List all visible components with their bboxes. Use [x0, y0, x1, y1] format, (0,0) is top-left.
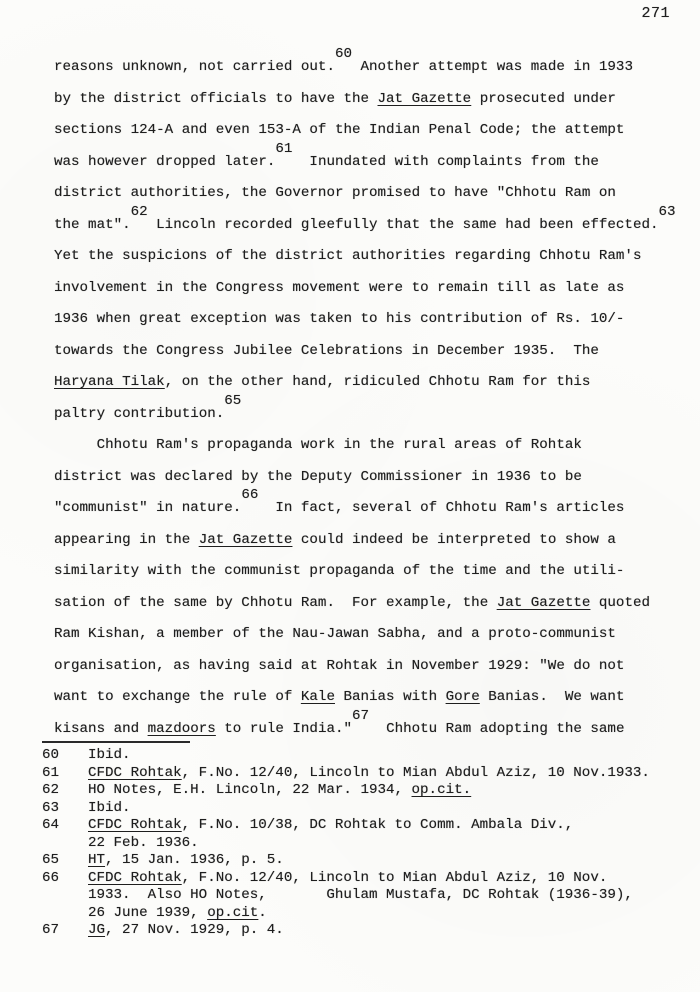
underlined-text: op.cit. — [411, 782, 472, 798]
body-line — [54, 367, 696, 399]
text-run: Lincoln recorded gleefully that the same had been effected. — [147, 216, 659, 233]
text-run: was however dropped later. — [54, 153, 276, 170]
body-line — [54, 588, 696, 620]
page-number: 271 — [641, 5, 670, 22]
text-run: to rule India." — [215, 720, 353, 737]
underlined-text: CFDC Rohtak — [88, 764, 182, 781]
body-line — [54, 525, 696, 557]
body-line — [54, 140, 696, 179]
footnote-item — [42, 765, 698, 783]
text-run: In fact, several of Chhotu Ram's articles — [258, 500, 625, 516]
text-run: Banias. We want — [479, 689, 625, 705]
text-run: Ibid. — [88, 747, 131, 763]
body-line — [54, 336, 696, 368]
body-text — [54, 46, 696, 745]
body-line — [54, 430, 696, 462]
footnote-ref: 66 — [241, 487, 259, 503]
footnote-line — [88, 887, 698, 905]
body-line — [54, 273, 696, 305]
footnote-text — [88, 800, 698, 818]
text-run: similarity with the communist propaganda of the time and the utili- — [54, 563, 625, 579]
body-line — [54, 462, 696, 494]
footnote-line — [88, 870, 698, 888]
footnote-line — [88, 747, 698, 765]
footnote-text — [88, 765, 698, 783]
footnote-item — [42, 747, 698, 765]
body-line — [54, 84, 696, 116]
body-line — [54, 115, 696, 147]
footnote-line — [88, 782, 698, 800]
underlined-text: CFDC Rohtak — [88, 869, 182, 886]
footnote-item — [42, 782, 698, 800]
footnote-item — [42, 870, 698, 923]
text-run: want to exchange the rule of — [54, 689, 301, 705]
text-run: , 15 Jan. 1936, p. 5. — [105, 852, 284, 868]
footnote-text — [88, 922, 698, 940]
footnote-number: 60 — [42, 747, 60, 763]
text-run: 26 June 1939, — [88, 904, 208, 921]
footnote-line — [88, 765, 698, 783]
text-run: organisation, as having said at Rohtak in November 1929: "We do not — [54, 657, 625, 674]
body-line — [54, 487, 696, 525]
text-run: , F.No. 10/38, DC Rohtak to Comm. Ambala Div., — [181, 817, 574, 833]
underlined-text: Gore — [445, 689, 480, 705]
text-run: appearing in the — [54, 531, 199, 548]
footnote-text — [88, 747, 698, 765]
text-run: sation of the same by Chhotu Ram. For example, the — [54, 594, 497, 611]
text-run: district authorities, the Governor promised to have "Chhotu Ram on — [54, 185, 616, 201]
text-run: , F.No. 12/40, Lincoln to Mian Abdul Aziz, 10 Nov.1933. — [181, 764, 650, 781]
underlined-text: Kale — [300, 689, 335, 705]
body-line — [54, 241, 696, 273]
footnote-line — [88, 852, 698, 870]
text-run: . — [258, 904, 267, 921]
text-run: kisans and — [54, 720, 148, 737]
underlined-text: HT — [88, 852, 106, 868]
footnote-number: 61 — [42, 764, 60, 781]
underlined-text: CFDC Rohtak — [88, 817, 182, 833]
footnote-number: 65 — [42, 852, 60, 868]
underlined-text: JG — [88, 922, 106, 938]
footnote-separator — [42, 741, 190, 743]
footnote-text — [88, 870, 698, 923]
footnote-number: 66 — [42, 869, 60, 886]
footnote-line — [88, 800, 698, 818]
body-line — [54, 682, 696, 714]
footnote-number: 67 — [42, 922, 60, 938]
text-run: reasons unknown, not carried out. — [54, 59, 335, 75]
body-line — [54, 556, 696, 588]
footnote-number: 62 — [42, 782, 60, 798]
body-line — [54, 392, 696, 431]
text-run: prosecuted under — [471, 90, 616, 107]
text-run: , on the other hand, ridiculed Chhotu Ram for this — [164, 374, 591, 390]
text-run: by the district officials to have the — [54, 90, 378, 107]
text-run: quoted — [590, 594, 650, 611]
text-run: district was declared by the Deputy Commissioner in 1936 to be — [54, 468, 582, 485]
text-run: 1933. Also HO Notes, Ghulam Mustafa, DC Rohtak (1936-39), — [88, 887, 633, 903]
text-run: paltry contribution. — [54, 405, 225, 422]
footnote-ref: 61 — [275, 140, 293, 157]
body-line — [54, 178, 696, 210]
underlined-text: Jat Gazette — [496, 594, 591, 611]
footnote-ref: 63 — [658, 203, 676, 220]
body-line — [54, 46, 696, 84]
text-run: "communist" in nature. — [54, 500, 242, 516]
text-run: sections 124-A and even 153-A of the Indian Penal Code; the attempt — [54, 122, 625, 138]
footnotes-list — [42, 747, 698, 940]
text-run: involvement in the Congress movement were to remain till as late as — [54, 279, 625, 296]
text-run: Ram Kishan, a member of the Nau-Jawan Sabha, and a proto-communist — [54, 626, 616, 642]
footnote-line — [88, 905, 698, 923]
text-run: Chhotu Ram adopting the same — [369, 720, 625, 737]
underlined-text: Haryana Tilak — [54, 374, 165, 390]
text-run: Chhotu Ram's propaganda work in the rural areas of Rohtak — [54, 437, 582, 453]
text-run: HO Notes, E.H. Lincoln, 22 Mar. 1934, — [88, 782, 412, 798]
text-run: , F.No. 12/40, Lincoln to Mian Abdul Aziz, 10 Nov. — [181, 869, 608, 886]
text-run: could indeed be interpreted to show a — [292, 531, 616, 548]
text-run: Inundated with complaints from the — [292, 153, 599, 170]
footnote-item — [42, 922, 698, 940]
text-run: Ibid. — [88, 799, 131, 816]
footnote-number: 63 — [42, 799, 60, 816]
text-run: 22 Feb. 1936. — [88, 834, 199, 851]
footnote-ref: 62 — [130, 203, 148, 220]
text-run: Another attempt was made in 1933 — [352, 59, 633, 75]
footnote-line — [88, 922, 698, 940]
body-line — [54, 203, 696, 242]
underlined-text: op.cit — [207, 904, 259, 921]
text-run: Yet the suspicions of the district authorities regarding Chhotu Ram's — [54, 248, 642, 264]
footnote-ref: 65 — [224, 392, 242, 409]
footnote-ref: 67 — [352, 707, 370, 724]
underlined-text: Jat Gazette — [198, 531, 293, 548]
text-run: Banias with — [334, 689, 446, 705]
footnote-ref: 60 — [334, 46, 352, 62]
body-line — [54, 651, 696, 683]
footnote-text — [88, 852, 698, 870]
text-run: towards the Congress Jubilee Celebrations in December 1935. The — [54, 342, 599, 359]
footnote-item — [42, 817, 698, 852]
footnote-text — [88, 782, 698, 800]
underlined-text: mazdoors — [147, 720, 216, 737]
text-run: the mat". — [54, 216, 131, 233]
footnote-line — [88, 817, 698, 835]
footnote-text — [88, 817, 698, 852]
footnote-item — [42, 800, 698, 818]
footnote-item — [42, 852, 698, 870]
text-run: , 27 Nov. 1929, p. 4. — [105, 922, 284, 938]
footnote-line — [88, 835, 698, 853]
underlined-text: Jat Gazette — [377, 90, 472, 107]
text-run: 1936 when great exception was taken to his contribution of Rs. 10/- — [54, 311, 625, 327]
body-line — [54, 619, 696, 651]
body-line — [54, 304, 696, 336]
footnote-number: 64 — [42, 817, 60, 833]
